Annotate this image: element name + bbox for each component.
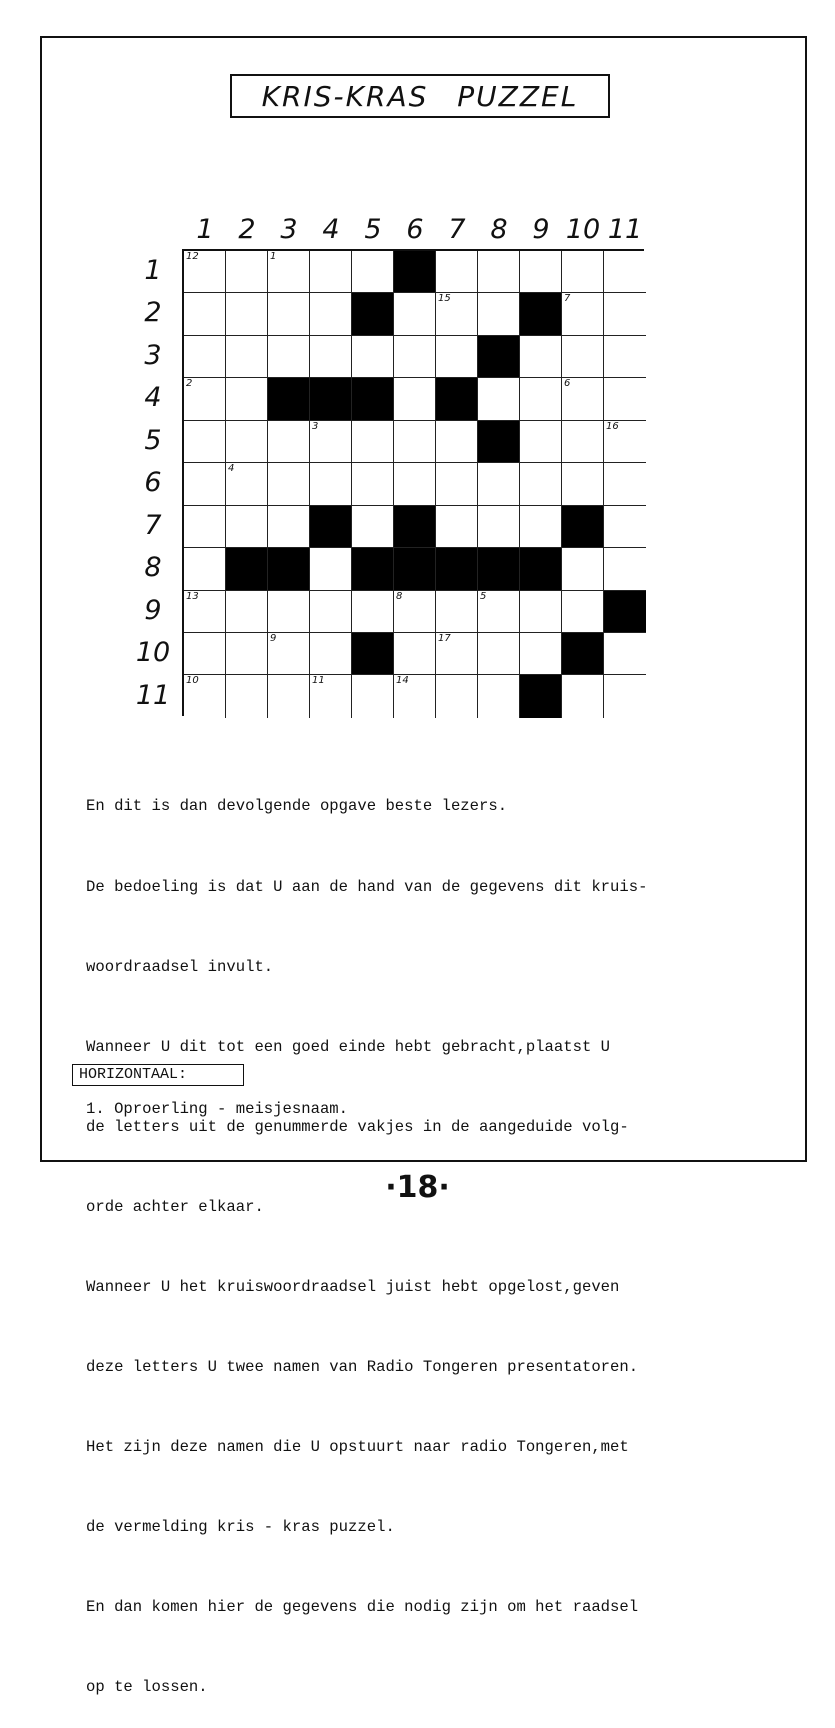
instruction-line: de vermelding kris - kras puzzel. [86, 1518, 395, 1537]
cell-number: 17 [438, 632, 451, 644]
instruction-line: En dit is dan devolgende opgave beste lezers. [86, 797, 508, 816]
column-number: 6 [406, 214, 424, 245]
grid-cell-black [520, 548, 562, 590]
grid-cell[interactable] [478, 378, 520, 420]
grid-cell-black [478, 548, 520, 590]
grid-cell-black [394, 548, 436, 590]
grid-cell[interactable] [268, 251, 310, 293]
grid-cell[interactable] [352, 506, 394, 548]
grid-cell[interactable] [226, 591, 268, 633]
column-number: 11 [607, 214, 643, 245]
row-number: 10 [135, 637, 171, 669]
grid-cell[interactable] [520, 591, 562, 633]
grid-cell[interactable] [436, 506, 478, 548]
grid-cell[interactable] [268, 463, 310, 505]
grid-cell[interactable] [184, 633, 226, 675]
grid-cell-black [352, 293, 394, 335]
grid-cell[interactable] [394, 463, 436, 505]
cell-number: 9 [270, 632, 277, 644]
grid-cell[interactable] [520, 336, 562, 378]
cell-number: 5 [480, 590, 487, 602]
grid-cell[interactable] [562, 251, 604, 293]
grid-cell[interactable] [310, 675, 352, 717]
grid-cell[interactable] [394, 293, 436, 335]
cell-number: 11 [312, 675, 325, 687]
grid-cell[interactable] [184, 463, 226, 505]
instruction-line: En dan komen hier de gegevens die nodig zijn om het raadsel [86, 1598, 639, 1617]
grid-cell[interactable] [394, 421, 436, 463]
grid-cell[interactable] [604, 675, 646, 717]
grid-cell-black [226, 548, 268, 590]
grid-cell-black [562, 633, 604, 675]
cell-number: 2 [186, 378, 193, 390]
instruction-line: deze letters U twee namen van Radio Tongeren presentatoren. [86, 1358, 639, 1377]
row-number: 8 [144, 552, 162, 584]
grid-cell[interactable] [394, 675, 436, 717]
grid-cell[interactable] [268, 421, 310, 463]
grid-cell[interactable] [352, 675, 394, 717]
column-number: 2 [238, 214, 256, 245]
grid-cell-black [394, 251, 436, 293]
grid-cell[interactable] [352, 421, 394, 463]
grid-cell[interactable] [520, 251, 562, 293]
grid-cell-black [478, 336, 520, 378]
grid-cell[interactable] [436, 421, 478, 463]
grid-cell[interactable] [310, 293, 352, 335]
grid-cell[interactable] [478, 463, 520, 505]
grid-cell[interactable] [562, 378, 604, 420]
grid-cell[interactable] [352, 591, 394, 633]
cell-number: 7 [564, 293, 571, 305]
grid-cell-black [436, 378, 478, 420]
grid-cell[interactable] [184, 293, 226, 335]
grid-cell[interactable] [604, 293, 646, 335]
cell-number: 13 [186, 590, 199, 602]
grid-cell[interactable] [562, 421, 604, 463]
cell-number: 15 [438, 293, 451, 305]
grid-cell[interactable] [436, 591, 478, 633]
grid-cell[interactable] [520, 633, 562, 675]
grid-cell[interactable] [310, 251, 352, 293]
instruction-line: op te lossen. [86, 1678, 208, 1697]
column-number: 4 [322, 214, 340, 245]
horizontal-heading: HORIZONTAAL: [72, 1064, 244, 1086]
grid-cell-black [604, 591, 646, 633]
grid-cell[interactable] [520, 506, 562, 548]
grid-cell[interactable] [394, 378, 436, 420]
grid-cell[interactable] [184, 591, 226, 633]
puzzle-title: KRIS-KRAS PUZZEL [230, 74, 610, 118]
grid-cell-black [562, 506, 604, 548]
row-number: 5 [144, 424, 162, 456]
grid-cell[interactable] [226, 378, 268, 420]
grid-cell[interactable] [478, 675, 520, 717]
grid-cell[interactable] [310, 336, 352, 378]
row-number: 2 [144, 297, 162, 329]
crossword-grid [182, 249, 644, 716]
grid-cell[interactable] [226, 421, 268, 463]
column-number: 1 [196, 214, 214, 245]
column-number: 9 [532, 214, 550, 245]
grid-cell[interactable] [562, 293, 604, 335]
grid-cell[interactable] [562, 548, 604, 590]
grid-cell[interactable] [562, 591, 604, 633]
grid-cell[interactable] [226, 293, 268, 335]
grid-cell[interactable] [604, 463, 646, 505]
column-number: 3 [280, 214, 298, 245]
grid-cell[interactable] [604, 548, 646, 590]
grid-cell[interactable] [310, 463, 352, 505]
row-number: 7 [144, 509, 162, 541]
grid-cell[interactable] [394, 591, 436, 633]
cell-number: 12 [186, 251, 199, 262]
grid-cell[interactable] [604, 378, 646, 420]
grid-cell[interactable] [310, 633, 352, 675]
grid-cell[interactable] [478, 251, 520, 293]
row-number: 1 [144, 255, 162, 286]
grid-cell[interactable] [562, 463, 604, 505]
cell-number: 14 [396, 675, 409, 687]
grid-cell[interactable] [604, 633, 646, 675]
grid-cell[interactable] [352, 251, 394, 293]
clue-item: 1. Oproerling - meisjesnaam. [86, 1100, 349, 1118]
grid-cell[interactable] [310, 591, 352, 633]
grid-cell[interactable] [436, 251, 478, 293]
grid-cell[interactable] [478, 591, 520, 633]
grid-cell[interactable] [352, 463, 394, 505]
instruction-line: woordraadsel invult. [86, 957, 274, 976]
grid-cell-black [436, 548, 478, 590]
cell-number: 6 [564, 378, 571, 390]
grid-cell-black [268, 548, 310, 590]
grid-cell[interactable] [520, 463, 562, 505]
grid-cell[interactable] [184, 548, 226, 590]
grid-cell[interactable] [184, 251, 226, 293]
cell-number: 4 [228, 463, 235, 475]
grid-cell[interactable] [478, 506, 520, 548]
grid-cell[interactable] [268, 336, 310, 378]
grid-cell[interactable] [268, 675, 310, 717]
grid-cell[interactable] [226, 336, 268, 378]
grid-cell-black [520, 293, 562, 335]
instruction-line: orde achter elkaar. [86, 1197, 264, 1216]
grid-cell[interactable] [562, 336, 604, 378]
grid-cell[interactable] [604, 506, 646, 548]
grid-cell[interactable] [436, 675, 478, 717]
grid-cell-black [394, 506, 436, 548]
grid-cell[interactable] [226, 463, 268, 505]
grid-cell-black [352, 548, 394, 590]
row-number: 9 [144, 594, 162, 626]
column-number: 10 [565, 214, 601, 245]
grid-cell[interactable] [226, 506, 268, 548]
grid-cell[interactable] [436, 293, 478, 335]
instruction-line: Wanneer U dit tot een goed einde hebt gebracht,plaatst U [86, 1037, 611, 1056]
grid-cell[interactable] [226, 633, 268, 675]
grid-cell[interactable] [604, 336, 646, 378]
grid-cell-black [352, 633, 394, 675]
grid-cell[interactable] [184, 378, 226, 420]
cell-number: 1 [270, 251, 277, 262]
grid-cell-black [310, 506, 352, 548]
grid-cell[interactable] [268, 293, 310, 335]
grid-cell[interactable] [520, 378, 562, 420]
instruction-line: De bedoeling is dat U aan de hand van de gegevens dit kruis- [86, 877, 648, 896]
grid-cell[interactable] [184, 336, 226, 378]
grid-cell[interactable] [604, 251, 646, 293]
instruction-line: de letters uit de genummerde vakjes in de aangeduide volg- [86, 1117, 629, 1136]
row-number: 4 [144, 382, 162, 414]
grid-cell[interactable] [268, 591, 310, 633]
grid-cell[interactable] [184, 421, 226, 463]
row-number: 6 [144, 467, 162, 499]
instructions-text [86, 740, 776, 1728]
grid-cell[interactable] [436, 463, 478, 505]
grid-cell[interactable] [394, 336, 436, 378]
cell-number: 8 [396, 590, 403, 602]
grid-cell[interactable] [394, 633, 436, 675]
grid-cell-black [268, 378, 310, 420]
grid-cell[interactable] [436, 633, 478, 675]
cell-number: 3 [312, 420, 319, 432]
grid-cell[interactable] [226, 251, 268, 293]
grid-cell[interactable] [478, 633, 520, 675]
grid-cell[interactable] [268, 506, 310, 548]
grid-cell[interactable] [184, 506, 226, 548]
grid-cell-black [520, 675, 562, 717]
grid-cell[interactable] [310, 421, 352, 463]
grid-cell-black [478, 421, 520, 463]
grid-cell[interactable] [310, 548, 352, 590]
grid-cell[interactable] [184, 675, 226, 717]
column-number: 5 [364, 214, 382, 245]
grid-cell[interactable] [436, 336, 478, 378]
grid-cell[interactable] [604, 421, 646, 463]
grid-cell[interactable] [352, 336, 394, 378]
page-number: ·18· [385, 1170, 450, 1205]
grid-cell[interactable] [562, 675, 604, 717]
grid-cell-black [310, 378, 352, 420]
row-number: 11 [135, 679, 171, 711]
cell-number: 16 [606, 420, 619, 432]
row-number: 3 [144, 339, 162, 371]
instruction-line: Wanneer U het kruiswoordraadsel juist hebt opgelost,geven [86, 1277, 620, 1296]
column-number: 7 [448, 214, 466, 245]
grid-cell[interactable] [226, 675, 268, 717]
instruction-line: Het zijn deze namen die U opstuurt naar radio Tongeren,met [86, 1438, 629, 1457]
grid-cell[interactable] [268, 633, 310, 675]
grid-cell[interactable] [478, 293, 520, 335]
grid-cell-black [352, 378, 394, 420]
column-number: 8 [490, 214, 508, 245]
cell-number: 10 [186, 675, 199, 687]
grid-cell[interactable] [520, 421, 562, 463]
